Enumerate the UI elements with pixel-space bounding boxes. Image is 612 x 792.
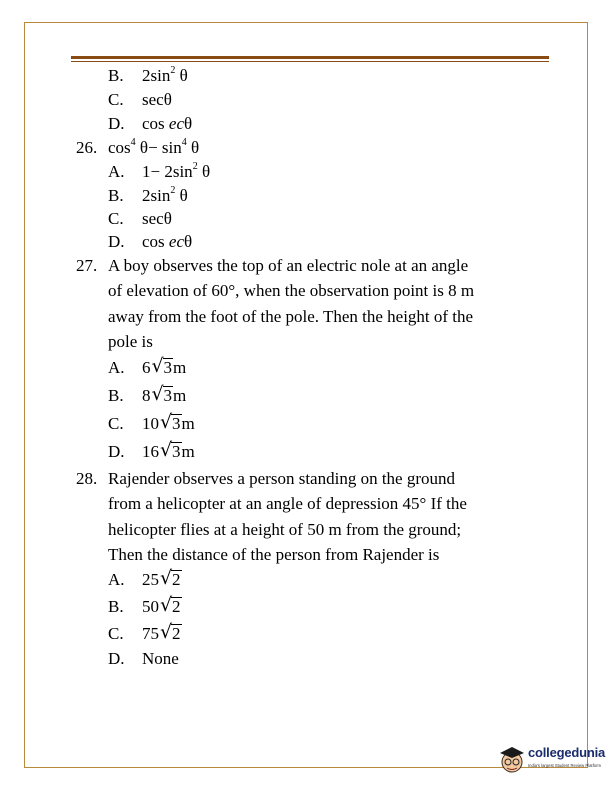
prev-option-d: D. cos ecθ [108,114,193,133]
question-27-line: away from the foot of the pole. Then the height of the [108,306,474,326]
question-28-line: helicopter flies at a height of 50 m from the ground; [108,519,462,539]
brand-name: collegedunia [528,745,606,760]
question-26-option-b: B. $2\sin^2$ θ [108,185,188,205]
question-28-option-a: A. 25 √ 2 [108,567,181,589]
question-28-line: Then the distance of the person from Rajender is [108,544,440,564]
question-28-option-c: C. 75 √ 2 [108,621,181,643]
question-27-option-d: D. 16 √ 3m [108,439,195,461]
question-26-option-c: C. secθ [108,209,172,228]
question-26-number: 26. [76,138,98,157]
question-28-line: Rajender observes a person standing on the ground [108,469,455,488]
question-27-line: A boy observes the top of an electric nole at an angle [108,256,469,275]
question-28-number: 28. [76,469,98,488]
question-28-option-b: B. 50 √ 2 [108,594,181,616]
question-27-line: of elevation of 60°, when the observation point is 8 m [108,281,475,301]
question-26-option-d: D. cos ecθ [108,232,193,251]
question-27-option-c: C. 10 √ 3m [108,411,195,433]
question-28-option-d: D. None [108,649,179,668]
question-27-line: pole is [108,331,153,351]
header-rule-thin [71,61,549,62]
question-27-number: 27. [76,256,98,275]
question-27-text [108,253,548,354]
question-27-option-a: A. 6 √ 3m [108,355,187,377]
question-27-option-b: B. 8 √ 3m [108,383,187,405]
brand-tagline: India's largest Student Review Platform [528,763,601,768]
question-28-text [108,466,548,567]
prev-option-b: B. $2\sin^2$ θ [108,65,188,85]
question-26-stem: $\cos^4 \theta- \sin^4 \theta$ [108,137,200,157]
question-26-option-a: A. $1- 2\sin^2$ θ [108,161,211,181]
header-rule [71,56,549,59]
prev-option-c: C. secθ [108,90,172,109]
question-28-line: from a helicopter at an angle of depression 45° If the [108,494,467,514]
